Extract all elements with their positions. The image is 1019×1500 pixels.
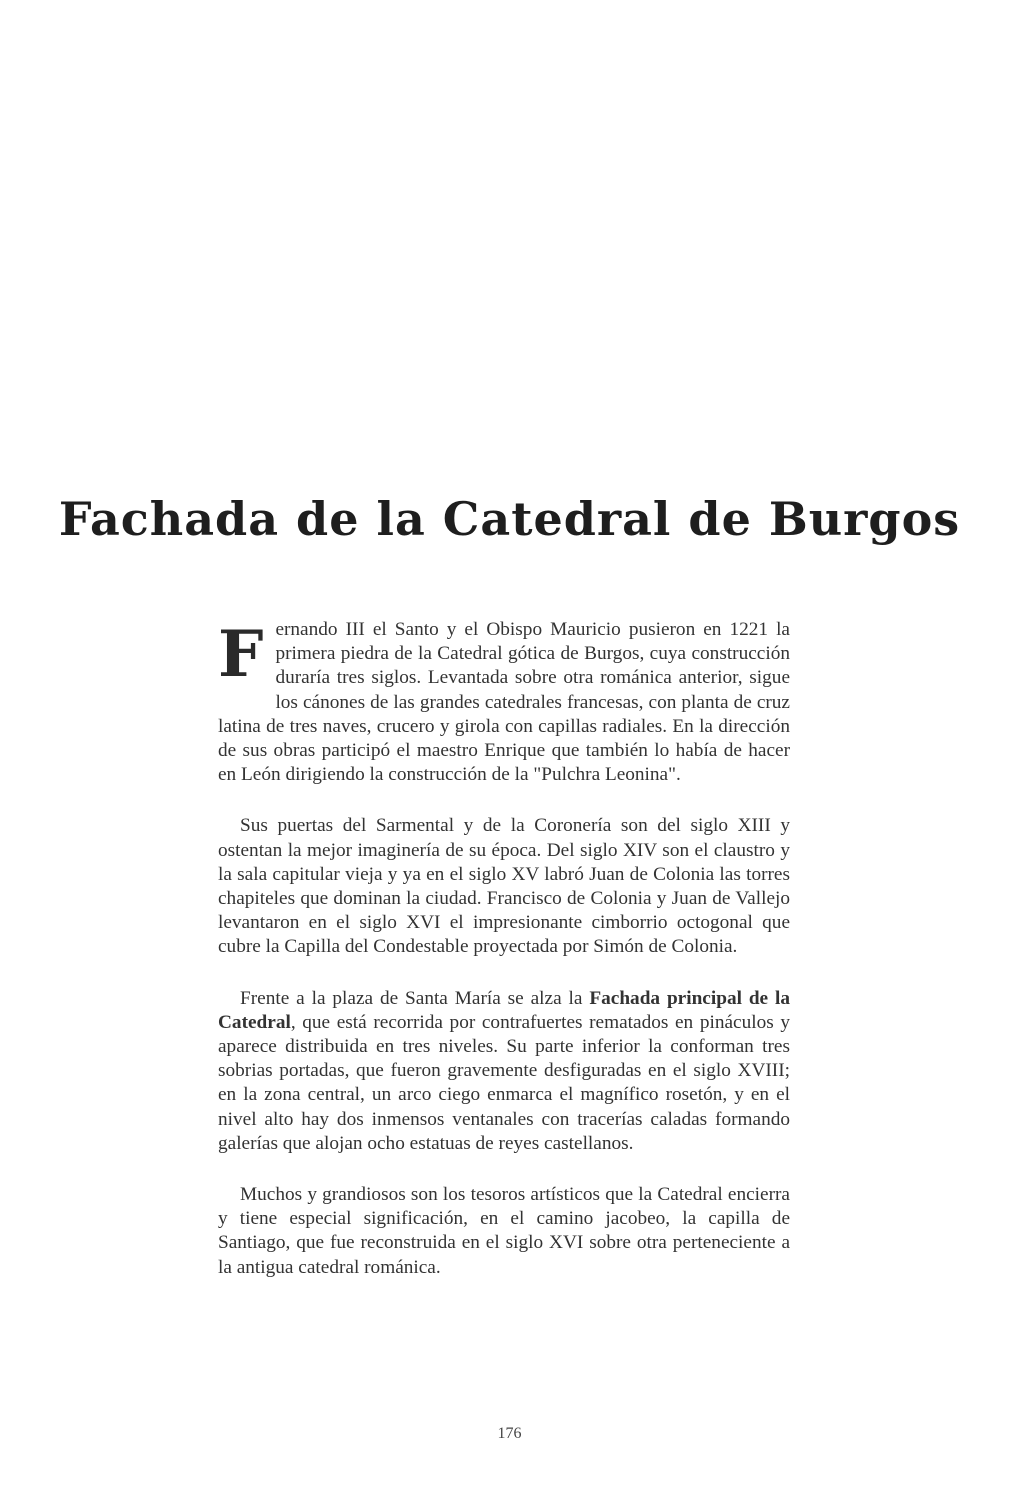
- paragraph-1-text: ernando III el Santo y el Obispo Mauricio pusieron en 1221 la primera piedra de la Catedral gótica de Burgos, cuya construcción duraría tres siglos. Levantada sobre otra románica anterior, sigue los cánones de las grandes catedrales francesas, con planta de cruz latina de tres naves, crucero y girola con capillas radiales. En la dirección de sus obras participó el maestro Enrique que también lo había de hacer en León dirigiendo la construcción de la "Pulchra Leonina".: [218, 619, 790, 786]
- paragraph-4: Muchos y grandiosos son los tesoros artísticos que la Catedral encierra y tiene especial significación, en el camino jacobeo, la capilla de Santiago, que fue reconstruida en el siglo XVI sobre otra perteneciente a la antigua catedral románica.: [218, 1184, 790, 1278]
- page-number: 176: [497, 1425, 522, 1442]
- paragraph-3-lead: Frente a la plaza de Santa María se alza la: [240, 987, 590, 1009]
- page-title: Fachada de la Catedral de Burgos: [58, 492, 961, 546]
- paragraph-1: [218, 618, 790, 787]
- paragraph-3-bold: Fachada principal de la Catedral: [218, 987, 790, 1033]
- paragraph-3: [218, 987, 790, 1156]
- article-body: [218, 618, 790, 1307]
- drop-cap: F: [218, 617, 264, 692]
- paragraph-3-rest: , que está recorrida por contrafuertes rematados en pináculos y aparece distribuida en tres niveles. Su parte inferior la conforman tres sobrias portadas, que fueron gravemente desfiguradas en el siglo XVIII; en la zona central, un arco ciego enmarca el magnífico rosetón, y en el nivel alto hay dos inmensos ventanales con tracerías caladas formando galerías que alojan ocho estatuas de reyes castellanos.: [218, 1011, 790, 1154]
- paragraph-2: Sus puertas del Sarmental y de la Coronería son del siglo XIII y ostentan la mejor imaginería de su época. Del siglo XIV son el claustro y la sala capitular vieja y ya en el siglo XV labró Juan de Colonia las torres chapiteles que dominan la ciudad. Francisco de Colonia y Juan de Vallejo levantaron en el siglo XVI el impresionante cimborrio octogonal que cubre la Capilla del Condestable proyectada por Simón de Colonia.: [218, 815, 790, 958]
